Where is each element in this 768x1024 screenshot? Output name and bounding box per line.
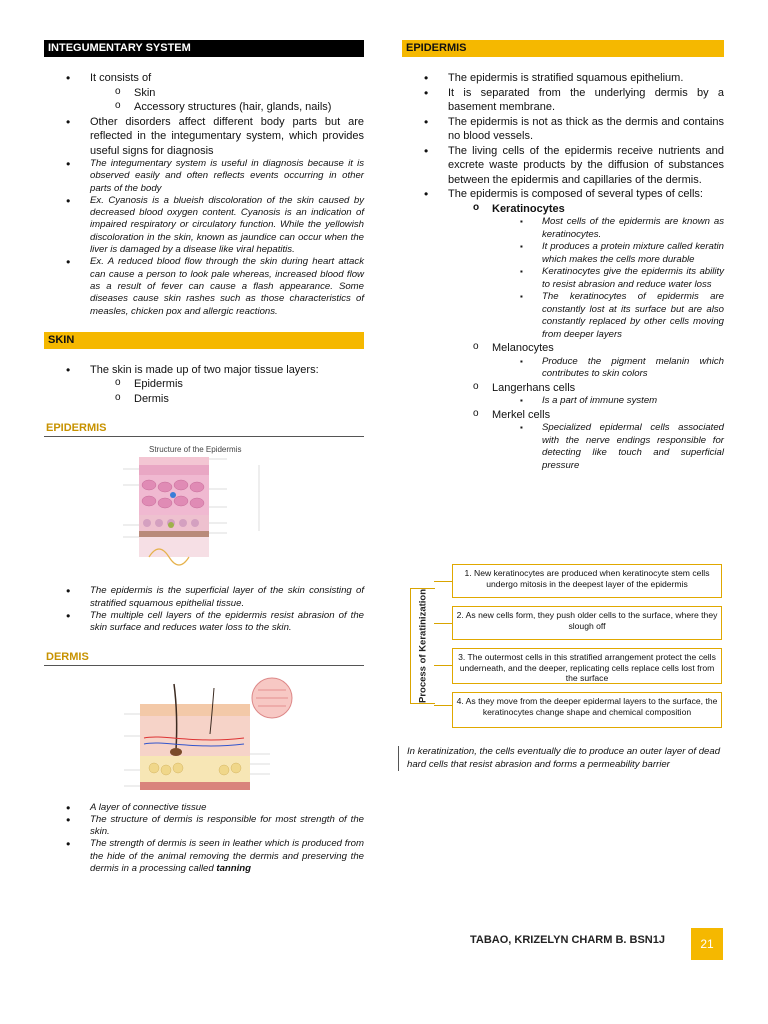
epidermis-header: EPIDERMIS (402, 40, 724, 57)
list-item: ▪ The keratinocytes of epidermis are constantly lost at its surface but are also constantly replaced by other cells moving from deeper layers (402, 291, 724, 341)
list-item: • Ex. A reduced blood flow through the skin during heart attack can cause a person to look pale whereas, increased blood flow as a result of fever can cause a flash appearance. Some diseases cause skin rashes such as those characteristics of measles, chicken pox and allergic reactions. (44, 256, 364, 317)
dermis-heading: DERMIS (46, 650, 89, 663)
list-item: • The epidermis is composed of several types of cells: (402, 187, 724, 202)
list-item: o Dermis (44, 392, 364, 407)
list-item: ▪ It produces a protein mixture called keratin which makes the cells more durable (402, 241, 724, 266)
list-item: • The multiple cell layers of the epidermis resist abrasion of the skin surface and reduces water loss to the skin. (44, 610, 364, 635)
process-step-4: 4. As they move from the deeper epidermal layers to the surface, the keratinocytes change shape and chemical composition (452, 692, 722, 728)
list-item: o Langerhans cells (402, 381, 724, 396)
list-item: o Accessory structures (hair, glands, nails) (44, 100, 364, 115)
dermis-text: The strength of dermis is seen in leather which is produced from the hide of the animal removing the dermis and preserving the dermis in a processing called (90, 838, 364, 875)
process-label (410, 588, 435, 704)
process-step-1: 1. New keratinocytes are produced when keratinocyte stem cells undergo mitosis in the deepest layer of the epidermis (452, 564, 722, 598)
list-item: ▪ Specialized epidermal cells associated with the nerve endings responsible for detecting like touch and superficial pressure (402, 422, 724, 472)
divider (44, 436, 364, 437)
list-item: • The epidermis is stratified squamous epithelium. (402, 71, 724, 86)
skin-header: SKIN (44, 332, 364, 349)
list-item: • The structure of dermis is responsible for most strength of the skin. (44, 814, 364, 839)
keratinization-diagram (410, 558, 726, 717)
epidermis-figure (109, 445, 299, 573)
list-item: • A layer of connective tissue (44, 802, 364, 814)
list-item: • The skin is made up of two major tissue layers: (44, 363, 364, 378)
list-item: ▪ Produce the pigment melanin which contributes to skin colors (402, 356, 724, 381)
list-item: • The epidermis is the superficial layer of the skin consisting of stratified squamous epithelial tissue. (44, 585, 364, 610)
connector (434, 665, 452, 666)
process-label-text: Process of Keratinization (417, 588, 429, 704)
process-step-2: 2. As new cells form, they push older cells to the surface, where they slough off (452, 606, 722, 640)
keratinization-note: In keratinization, the cells eventually die to produce an outer layer of dead hard cells that resist abrasion and forms a permeability barrier (398, 746, 733, 771)
list-item: • It is separated from the underlying dermis by a basement membrane. (402, 86, 724, 115)
list-item: • The epidermis is not as thick as the dermis and contains no blood vessels. (402, 115, 724, 144)
process-step-3: 3. The outermost cells in this stratified arrangement protect the cells underneath, and the deeper, replicating cells replace cells lost from the surface (452, 648, 722, 684)
integumentary-list (44, 71, 364, 318)
list-item: o Merkel cells (402, 408, 724, 423)
tanning-term: tanning (216, 863, 252, 875)
dermis-list (44, 802, 364, 876)
list-item: o Epidermis (44, 377, 364, 392)
list-item: ▪ Keratinocytes give the epidermis its ability to resist abrasion and reduce water loss (402, 266, 724, 291)
dermis-figure (94, 674, 314, 792)
list-item (44, 838, 364, 875)
list-item: • It consists of (44, 71, 364, 86)
divider (44, 665, 364, 666)
page-number: 21 (691, 928, 723, 960)
list-item: • Ex. Cyanosis is a blueish discoloration of the skin caused by decreased blood oxygen content. Cyanosis is an indication of impaired respiratory or circulatory function. While the yellowish discoloration in the skin, known as jaundice can occur when the liver is damaged by a disease like viral hepatitis. (44, 195, 364, 256)
list-item: • Other disorders affect different body parts but are reflected in the integumentary system, which provides useful signs for diagnosis (44, 115, 364, 159)
epidermis-diagram (109, 445, 299, 573)
list-item: ▪ Is a part of immune system (402, 395, 724, 408)
epidermis-facts (402, 71, 724, 472)
right-column (402, 40, 724, 472)
list-item: • The integumentary system is useful in diagnosis because it is observed easily and often reflects events occurring in other parts of the body (44, 158, 364, 195)
list-item: o Skin (44, 86, 364, 101)
list-item: • The living cells of the epidermis receive nutrients and excrete waste products by the diffusion of substances between the epidermis and capillaries of the dermis. (402, 144, 724, 188)
connector (434, 705, 452, 706)
list-item: ▪ Most cells of the epidermis are known as keratinocytes. (402, 216, 724, 241)
list-item: o Melanocytes (402, 341, 724, 356)
connector (434, 581, 452, 582)
skin-list (44, 363, 364, 407)
epidermis-list (44, 585, 364, 634)
integumentary-header: INTEGUMENTARY SYSTEM (44, 40, 364, 57)
connector (434, 623, 452, 624)
left-column (44, 40, 364, 875)
figure-title: Structure of the Epidermis (149, 445, 242, 455)
epidermis-heading: EPIDERMIS (46, 422, 107, 435)
author-footer: TABAO, KRIZELYN CHARM B. BSN1J (470, 934, 665, 946)
skin-layers-diagram (94, 674, 314, 792)
list-item: o Keratinocytes (402, 202, 724, 217)
